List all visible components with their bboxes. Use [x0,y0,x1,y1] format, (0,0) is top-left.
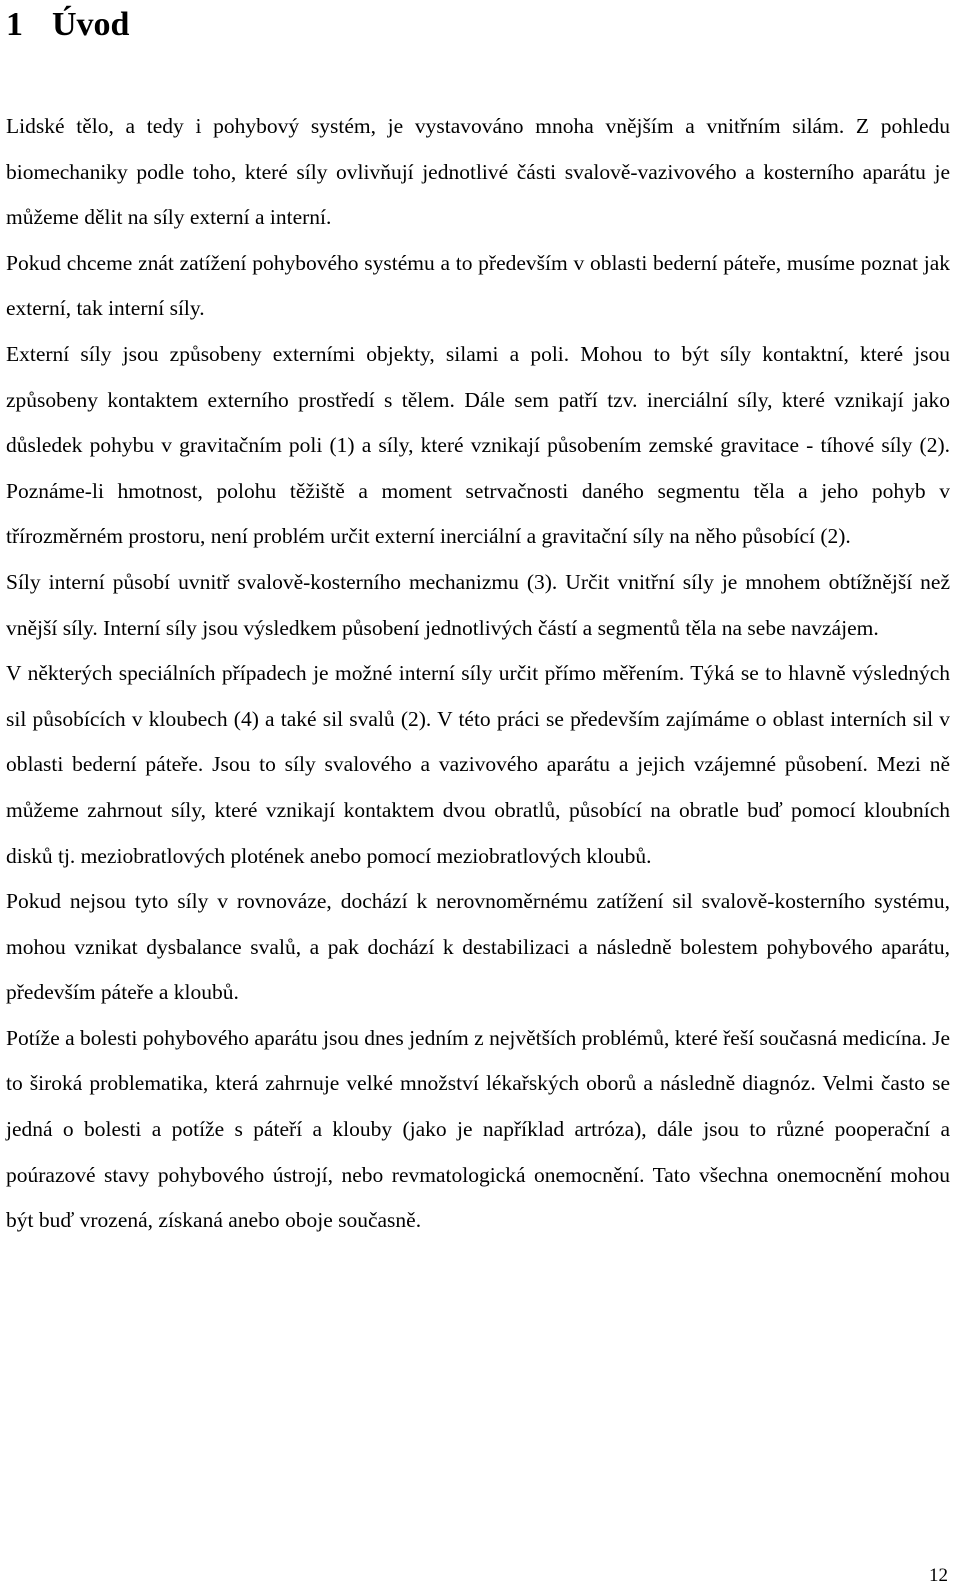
paragraph: Potíže a bolesti pohybového aparátu jsou dnes jedním z největších problémů, které řeší současná medicína. Je to široká problematika, která zahrnuje velké množství lékařských oborů a následně diagnóz. Velmi často se jedná o bolesti a potíže s páteří a klouby (jako je například artróza), dále jsou to různé pooperační a poúrazové stavy pohybového ústrojí, nebo revmatologická onemocnění. Tato všechna onemocnění mohou být buď vrozená, získaná anebo oboje současně. [6,1025,950,1233]
paragraph: Lidské tělo, a tedy i pohybový systém, je vystavováno mnoha vnějším a vnitřním silám. Z pohledu biomechaniky podle toho, které síly ovlivňují jednotlivé části svalově-vazivového a kosterního aparátu je můžeme dělit na síly externí a interní. [6,114,950,230]
page-number: 12 [929,1565,948,1586]
body-text [6,104,950,1244]
paragraph: Síly interní působí uvnitř svalově-kosterního mechanizmu (3). Určit vnitřní síly je mnohem obtížnější než vnější síly. Interní síly jsou výsledkem působení jednotlivých částí a segmentů těla na sebe navzájem. [6,569,950,640]
paragraph: Pokud nejsou tyto síly v rovnováze, dochází k nerovnoměrnému zatížení sil svalově-kosterního systému, mohou vznikat dysbalance svalů, a pak dochází k destabilizaci a následně bolestem pohybového aparátu, především páteře a kloubů. [6,889,950,1005]
paragraph: Pokud chceme znát zatížení pohybového systému a to především v oblasti bederní páteře, musíme poznat jak externí, tak interní síly. [6,250,950,321]
chapter-number: 1 [6,6,23,43]
paragraph: Externí síly jsou způsobeny externími objekty, silami a poli. Mohou to být síly kontaktní, které jsou způsobeny kontaktem externího prostředí s tělem. Dále sem patří tzv. inerciální síly, které vznikají jako důsledek pohybu v gravitačním poli (1) a síly, které vznikají působením zemské gravitace - tíhové síly (2). Poznáme-li hmotnost, polohu těžiště a moment setrvačnosti daného segmentu těla a jeho pohyb v třírozměrném prostoru, není problém určit externí inerciální a gravitační síly na něho působící (2). [6,341,950,549]
paragraph: V některých speciálních případech je možné interní síly určit přímo měřením. Týká se to hlavně výsledných sil působících v kloubech (4) a také sil svalů (2). V této práci se především zajímáme o oblast interních sil v oblasti bederní páteře. Jsou to síly svalového a vazivového aparátu a jejich vzájemné působení. Mezi ně můžeme zahrnout síly, které vznikají kontaktem dvou obratlů, působící na obratle buď pomocí kloubních disků tj. meziobratlových plotének anebo pomocí meziobratlových kloubů. [6,661,950,868]
chapter-heading [6,0,950,48]
document-page [6,0,950,1233]
chapter-title: Úvod [52,6,130,43]
